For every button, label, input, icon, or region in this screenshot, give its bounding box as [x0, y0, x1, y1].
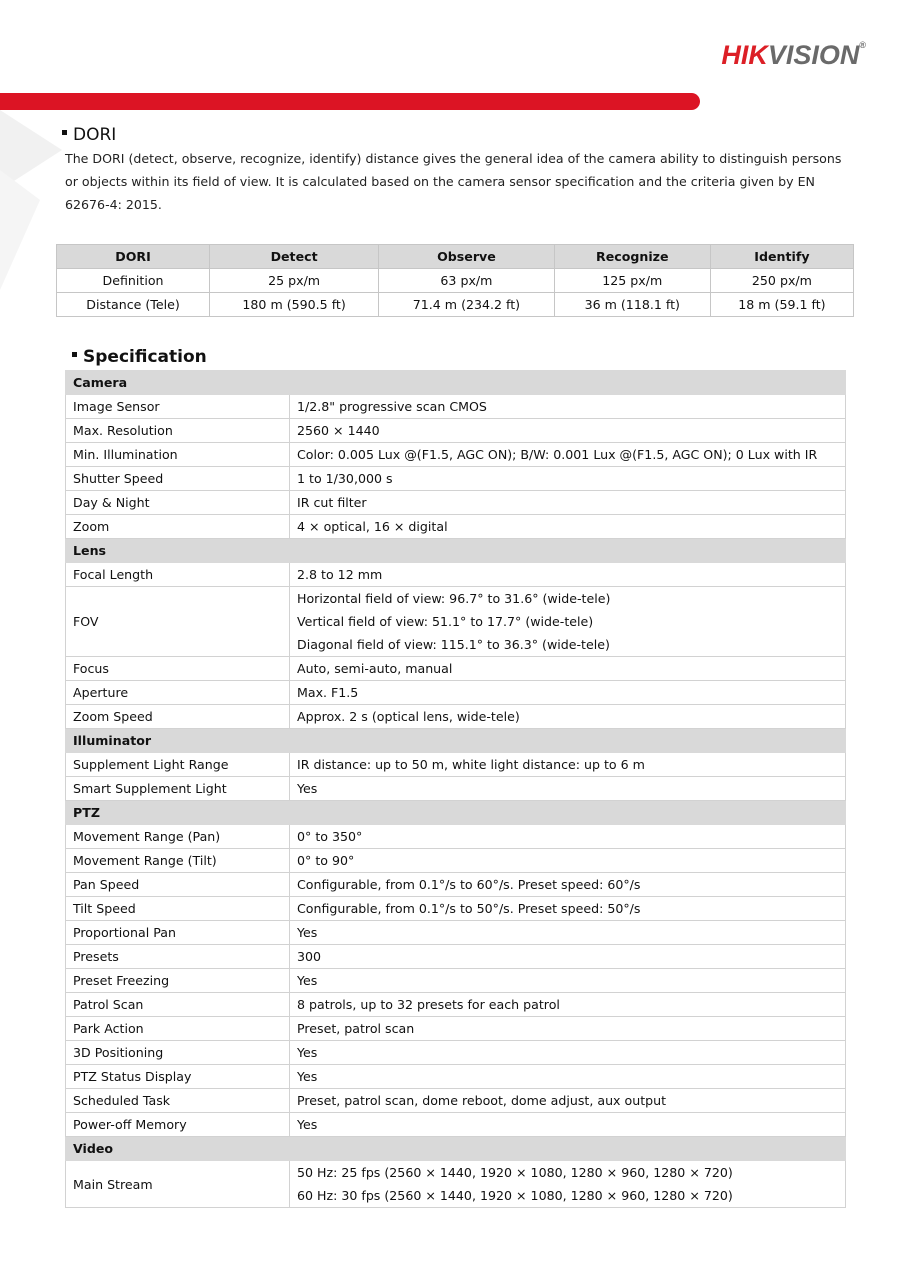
section-row-lens	[66, 539, 846, 563]
spec-key: Movement Range (Tilt)	[66, 849, 290, 873]
dori-cell: 125 px/m	[554, 269, 710, 293]
spec-value: 300	[290, 945, 846, 969]
spec-key: Tilt Speed	[66, 897, 290, 921]
section-label: Camera	[66, 371, 846, 395]
dori-row	[57, 269, 854, 293]
spec-value: 4 × optical, 16 × digital	[290, 515, 846, 539]
spec-row	[66, 1041, 846, 1065]
spec-key: Supplement Light Range	[66, 753, 290, 777]
spec-key: Shutter Speed	[66, 467, 290, 491]
spec-key: Day & Night	[66, 491, 290, 515]
spec-value: 8 patrols, up to 32 presets for each patrol	[290, 993, 846, 1017]
logo-part-hik: HIK	[721, 40, 768, 70]
dori-cell: 250 px/m	[710, 269, 853, 293]
spec-row	[66, 443, 846, 467]
spec-key: Focal Length	[66, 563, 290, 587]
section-label: PTZ	[66, 801, 846, 825]
spec-row-main-stream	[66, 1161, 846, 1208]
spec-row	[66, 563, 846, 587]
spec-row	[66, 825, 846, 849]
spec-value: Preset, patrol scan, dome reboot, dome adjust, aux output	[290, 1089, 846, 1113]
spec-value: Yes	[290, 969, 846, 993]
spec-key: Power-off Memory	[66, 1113, 290, 1137]
spec-row	[66, 1089, 846, 1113]
spec-row	[66, 969, 846, 993]
spec-row	[66, 705, 846, 729]
dori-description: The DORI (detect, observe, recognize, identify) distance gives the general idea of the camera ability to distinguish persons or objects within its field of view. It is calculated based on the camera sensor specification and the criteria given by EN 62676-4: 2015.	[65, 151, 842, 212]
spec-row	[66, 849, 846, 873]
spec-row	[66, 777, 846, 801]
dori-table	[56, 244, 854, 317]
spec-key: Movement Range (Pan)	[66, 825, 290, 849]
bullet-square-icon	[62, 130, 67, 135]
spec-value: Approx. 2 s (optical lens, wide-tele)	[290, 705, 846, 729]
spec-value: Preset, patrol scan	[290, 1017, 846, 1041]
spec-value: Yes	[290, 1041, 846, 1065]
spec-value-multiline	[290, 587, 846, 657]
spec-key: Zoom	[66, 515, 290, 539]
specification-heading	[72, 347, 207, 367]
spec-key: Preset Freezing	[66, 969, 290, 993]
spec-row	[66, 897, 846, 921]
spec-value: Auto, semi-auto, manual	[290, 657, 846, 681]
spec-value: Yes	[290, 1065, 846, 1089]
main-stream-line: 60 Hz: 30 fps (2560 × 1440, 1920 × 1080, 1280 × 960, 1280 × 720)	[297, 1188, 733, 1203]
spec-row	[66, 419, 846, 443]
spec-key: 3D Positioning	[66, 1041, 290, 1065]
spec-row	[66, 1065, 846, 1089]
spec-key: Image Sensor	[66, 395, 290, 419]
fov-line: Vertical field of view: 51.1° to 17.7° (wide-tele)	[297, 614, 594, 629]
spec-row	[66, 993, 846, 1017]
section-label: Video	[66, 1137, 846, 1161]
spec-key: Smart Supplement Light	[66, 777, 290, 801]
dori-header-cell: Identify	[710, 245, 853, 269]
spec-key: Main Stream	[66, 1161, 290, 1208]
spec-key: Min. Illumination	[66, 443, 290, 467]
spec-key: Presets	[66, 945, 290, 969]
spec-key: Park Action	[66, 1017, 290, 1041]
dori-header-cell: Detect	[210, 245, 379, 269]
spec-value: Color: 0.005 Lux @(F1.5, AGC ON); B/W: 0.001 Lux @(F1.5, AGC ON); 0 Lux with IR	[290, 443, 846, 467]
spec-value: IR cut filter	[290, 491, 846, 515]
spec-key: Max. Resolution	[66, 419, 290, 443]
spec-value: Configurable, from 0.1°/s to 50°/s. Preset speed: 50°/s	[290, 897, 846, 921]
dori-cell: 36 m (118.1 ft)	[554, 293, 710, 317]
dori-cell: Definition	[57, 269, 210, 293]
dori-header-cell: DORI	[57, 245, 210, 269]
spec-row	[66, 515, 846, 539]
section-label: Illuminator	[66, 729, 846, 753]
section-row-camera	[66, 371, 846, 395]
spec-row	[66, 467, 846, 491]
dori-cell: 18 m (59.1 ft)	[710, 293, 853, 317]
header-red-bar	[0, 93, 700, 110]
spec-key: FOV	[66, 587, 290, 657]
hikvision-logo	[721, 40, 866, 71]
bullet-square-icon	[72, 352, 77, 357]
spec-value: 1/2.8" progressive scan CMOS	[290, 395, 846, 419]
spec-row	[66, 657, 846, 681]
spec-row	[66, 1113, 846, 1137]
spec-value: 0° to 90°	[290, 849, 846, 873]
spec-row	[66, 921, 846, 945]
spec-key: Pan Speed	[66, 873, 290, 897]
spec-key: Scheduled Task	[66, 1089, 290, 1113]
spec-value: Max. F1.5	[290, 681, 846, 705]
spec-key: Zoom Speed	[66, 705, 290, 729]
fov-line: Horizontal field of view: 96.7° to 31.6° (wide-tele)	[297, 591, 611, 606]
section-row-ptz	[66, 801, 846, 825]
spec-row	[66, 681, 846, 705]
spec-row	[66, 753, 846, 777]
logo-registered-mark: ®	[859, 40, 866, 50]
dori-header-cell: Observe	[379, 245, 555, 269]
spec-value: 1 to 1/30,000 s	[290, 467, 846, 491]
dori-header-cell: Recognize	[554, 245, 710, 269]
spec-key: Aperture	[66, 681, 290, 705]
dori-cell: 71.4 m (234.2 ft)	[379, 293, 555, 317]
dori-header-row	[57, 245, 854, 269]
spec-value: IR distance: up to 50 m, white light distance: up to 6 m	[290, 753, 846, 777]
dori-row	[57, 293, 854, 317]
spec-value: 2560 × 1440	[290, 419, 846, 443]
spec-key: Focus	[66, 657, 290, 681]
spec-row-fov	[66, 587, 846, 657]
dori-cell: Distance (Tele)	[57, 293, 210, 317]
spec-value: 2.8 to 12 mm	[290, 563, 846, 587]
dori-cell: 63 px/m	[379, 269, 555, 293]
spec-value: Yes	[290, 777, 846, 801]
spec-key: PTZ Status Display	[66, 1065, 290, 1089]
spec-key: Proportional Pan	[66, 921, 290, 945]
spec-row	[66, 1017, 846, 1041]
spec-row	[66, 491, 846, 515]
section-row-illuminator	[66, 729, 846, 753]
spec-row	[66, 945, 846, 969]
fov-line: Diagonal field of view: 115.1° to 36.3° (wide-tele)	[297, 637, 610, 652]
spec-value: Configurable, from 0.1°/s to 60°/s. Preset speed: 60°/s	[290, 873, 846, 897]
section-row-video	[66, 1137, 846, 1161]
spec-value: Yes	[290, 921, 846, 945]
main-stream-line: 50 Hz: 25 fps (2560 × 1440, 1920 × 1080, 1280 × 960, 1280 × 720)	[297, 1165, 733, 1180]
spec-row	[66, 873, 846, 897]
dori-cell: 25 px/m	[210, 269, 379, 293]
spec-key: Patrol Scan	[66, 993, 290, 1017]
dori-title: DORI	[73, 125, 117, 145]
spec-row	[66, 395, 846, 419]
section-label: Lens	[66, 539, 846, 563]
spec-value: Yes	[290, 1113, 846, 1137]
spec-value: 0° to 350°	[290, 825, 846, 849]
specification-title: Specification	[83, 347, 207, 367]
dori-cell: 180 m (590.5 ft)	[210, 293, 379, 317]
dori-heading	[62, 125, 116, 145]
logo-part-vision: VISION	[767, 40, 860, 70]
spec-value-multiline	[290, 1161, 846, 1208]
specification-table	[65, 370, 846, 1208]
